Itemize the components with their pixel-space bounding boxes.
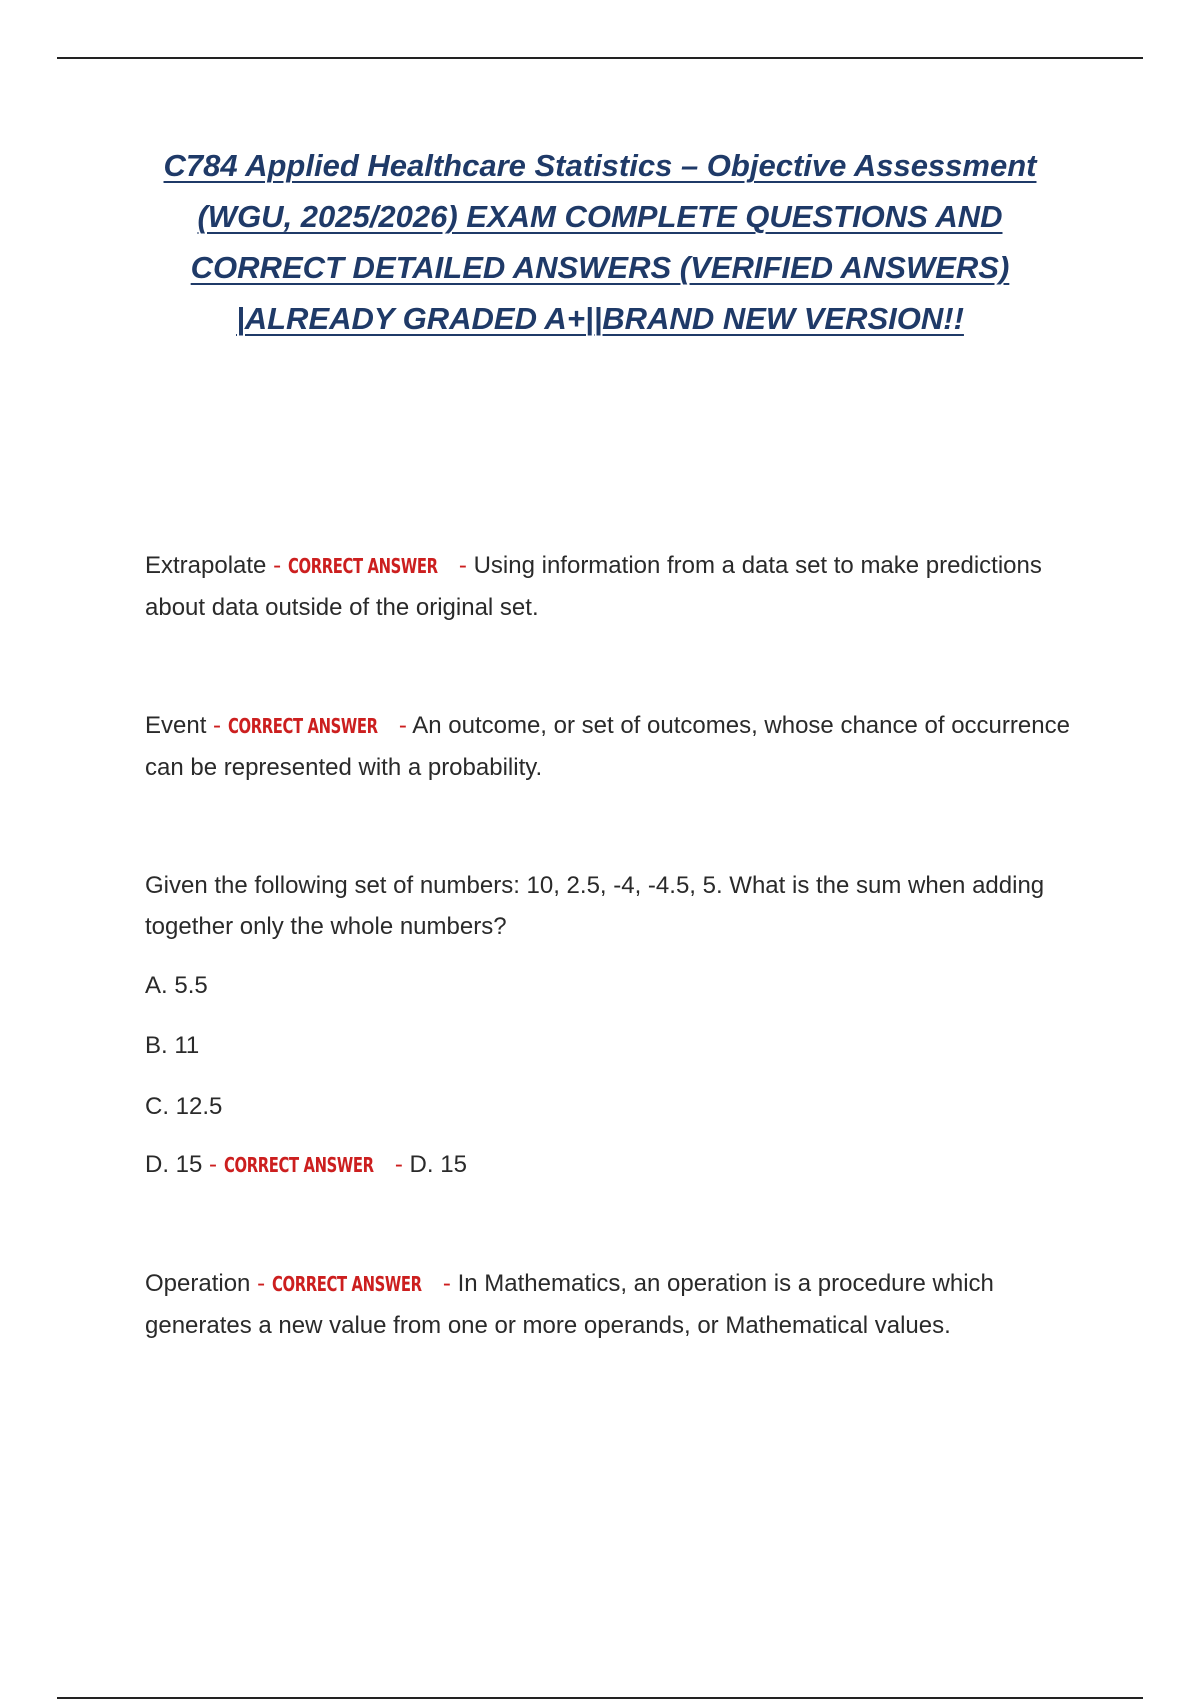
qa-item-event: Event - CORRECT ANSWER - An outcome, or set of outcomes, whose chance of occurrence can be represented with a probability. bbox=[145, 705, 1105, 788]
option-d-with-answer: D. 15 - CORRECT ANSWER - D. 15 bbox=[145, 1144, 467, 1186]
correct-answer-marker: CORRECT ANSWER bbox=[271, 1272, 422, 1296]
option-d: D. 15 bbox=[145, 1151, 203, 1178]
option-b: B. 11 bbox=[145, 1032, 200, 1059]
answer-text: An outcome, or set of outcomes, whose chance of occurrence can be represented with a probability. bbox=[145, 712, 1070, 781]
term-label: Operation bbox=[145, 1270, 251, 1297]
answer-text: In Mathematics, an operation is a procedure which generates a new value from one or more operands, or Mathematical values. bbox=[145, 1270, 994, 1339]
answer-text: D. 15 bbox=[402, 1151, 467, 1178]
term-label: Event bbox=[145, 712, 207, 739]
correct-answer-marker: CORRECT ANSWER bbox=[227, 714, 378, 738]
qa-item-extrapolate: Extrapolate - CORRECT ANSWER - Using information from a data set to make predictions about data outside of the original set. bbox=[145, 545, 1105, 628]
qa-item-operation: Operation - CORRECT ANSWER - In Mathematics, an operation is a procedure which generates a new value from one or more operands, or Mathematical values. bbox=[145, 1263, 1105, 1346]
option-c: C. 12.5 bbox=[145, 1093, 223, 1120]
document-title: C784 Applied Healthcare Statistics – Objective Assessment (WGU, 2025/2026) EXAM COMPLETE QUESTIONS AND CORRECT DETAILED ANSWERS (VERIFIED ANSWERS) |ALREADY GRADED A+||BRAND NEW VERSION!! bbox=[163, 148, 1037, 336]
footer-rule bbox=[57, 1697, 1143, 1699]
answer-text: Using information from a data set to make predictions about data outside of the original set. bbox=[145, 552, 1042, 621]
question-text: Given the following set of numbers: 10, 2.5, -4, -4.5, 5. What is the sum when adding together only the whole numbers? bbox=[145, 872, 1045, 940]
correct-answer-marker: CORRECT ANSWER bbox=[287, 554, 438, 578]
term-label: Extrapolate bbox=[145, 552, 267, 579]
option-a: A. 5.5 bbox=[145, 972, 208, 999]
header-rule bbox=[57, 57, 1143, 59]
correct-answer-marker: CORRECT ANSWER bbox=[223, 1153, 374, 1177]
